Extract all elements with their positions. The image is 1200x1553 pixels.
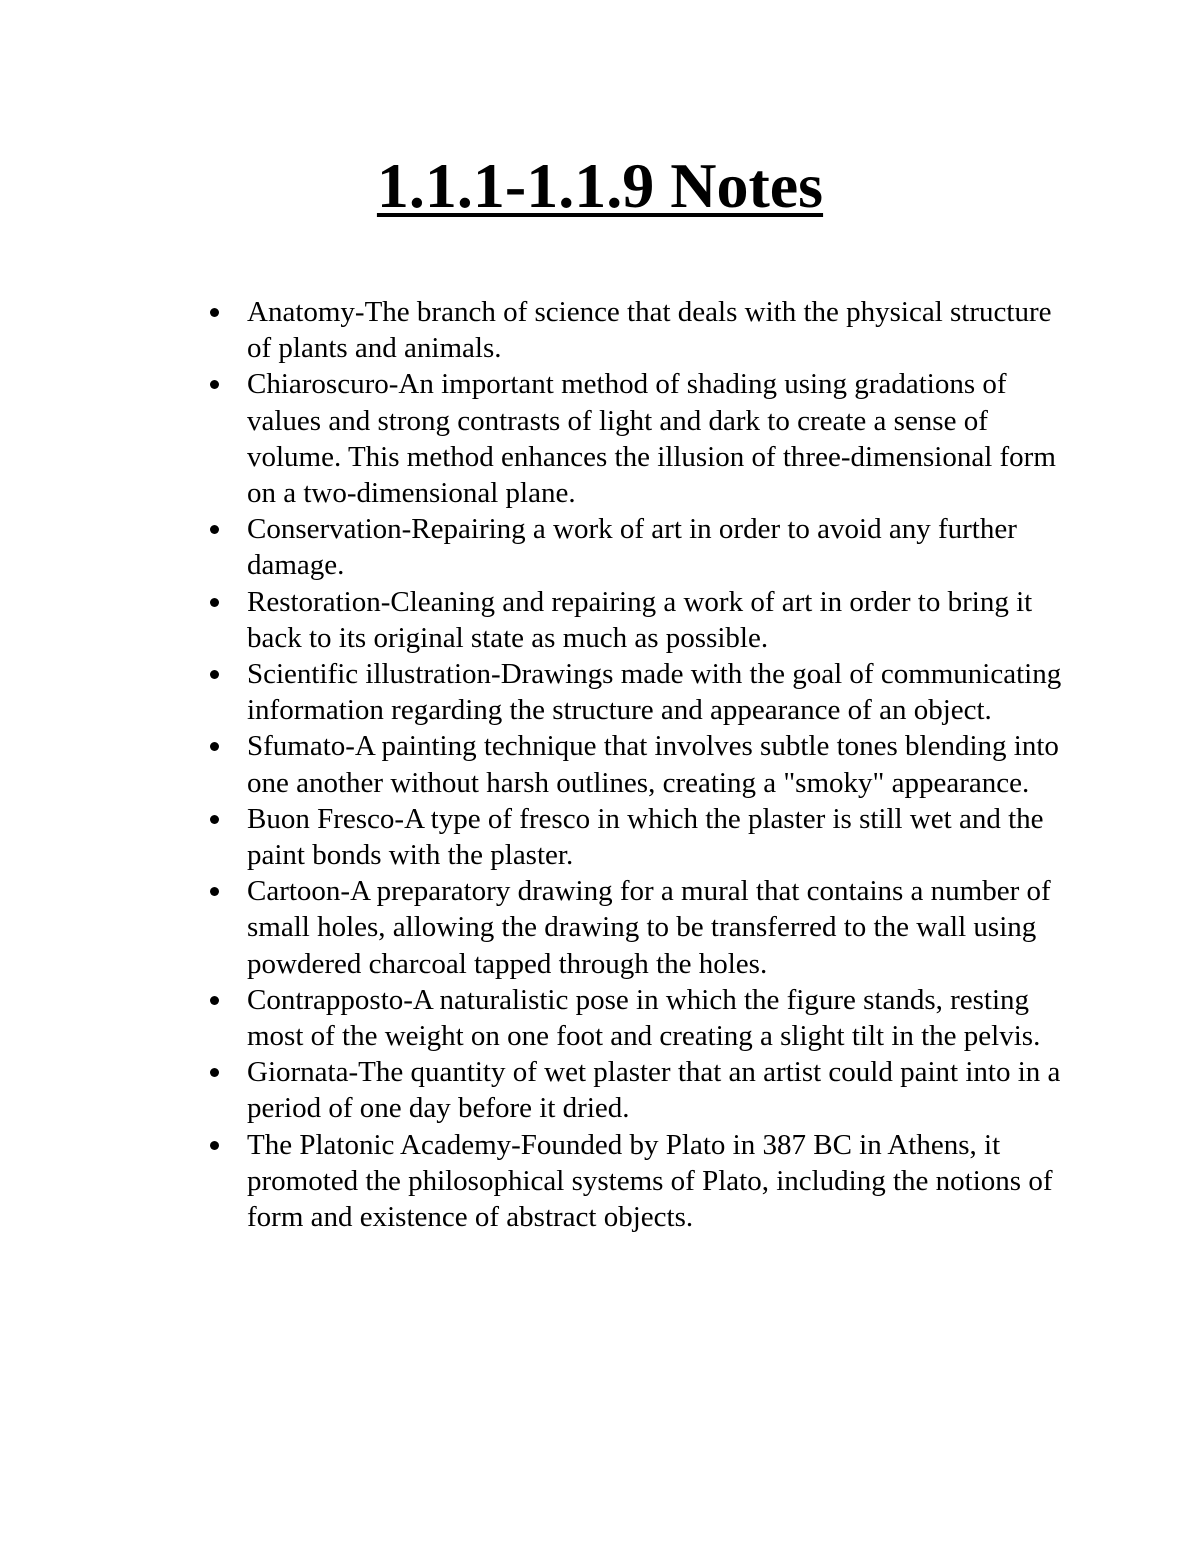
- list-item: [247, 801, 1062, 873]
- note-text: Sfumato-A painting technique that involves subtle tones blending into one another without harsh outlines, creating a "smoky" appearance.: [247, 730, 1059, 799]
- bullet-icon: [210, 742, 219, 751]
- bullet-icon: [210, 815, 219, 824]
- note-text: Contrapposto-A naturalistic pose in which the figure stands, resting most of the weight on one foot and creating a slight tilt in the pelvis.: [247, 983, 1041, 1053]
- list-item: [247, 873, 1062, 982]
- list-item: [247, 1127, 1062, 1236]
- bullet-icon: [210, 887, 219, 896]
- list-item: [247, 366, 1062, 511]
- page-title: 1.1.1-1.1.9 Notes: [376, 150, 824, 221]
- note-text: Conservation-Repairing a work of art in order to avoid any further damage.: [247, 513, 1017, 582]
- bullet-icon: [210, 598, 219, 607]
- list-item: [247, 656, 1062, 728]
- note-text: The Platonic Academy-Founded by Plato in 387 BC in Athens, it promoted the philosophical systems of Plato, including the notions of form and existence of abstract objects.: [247, 1128, 1053, 1234]
- note-text: Cartoon-A preparatory drawing for a mural that contains a number of small holes, allowing the drawing to be transferred to the wall using powdered charcoal tapped through the holes.: [247, 875, 1051, 980]
- list-item: [247, 1054, 1062, 1126]
- note-text: Buon Fresco-A type of fresco in which the plaster is still wet and the paint bonds with the plaster.: [247, 802, 1044, 872]
- note-text: Chiaroscuro-An important method of shading using gradations of values and strong contrasts of light and dark to create a sense of volume. This method enhances the illusion of three-dimensional form on a two-dimensional plane.: [247, 368, 1056, 510]
- bullet-icon: [210, 996, 219, 1005]
- bullet-icon: [210, 380, 219, 389]
- note-text: Giornata-The quantity of wet plaster that an artist could paint into in a period of one day before it dried.: [247, 1056, 1061, 1125]
- list-item: [247, 294, 1062, 366]
- bullet-icon: [210, 1141, 219, 1150]
- list-item: [247, 584, 1062, 656]
- note-text: Scientific illustration-Drawings made with the goal of communicating information regarding the structure and appearance of an object.: [247, 658, 1062, 727]
- list-item: [247, 728, 1062, 800]
- bullet-icon: [210, 1068, 219, 1077]
- bullet-icon: [210, 308, 219, 317]
- bullet-icon: [210, 525, 219, 534]
- note-text: Anatomy-The branch of science that deals with the physical structure of plants and animals.: [247, 296, 1052, 365]
- note-text: Restoration-Cleaning and repairing a work of art in order to bring it back to its original state as much as possible.: [247, 585, 1033, 654]
- bullet-icon: [210, 670, 219, 679]
- list-item: [247, 982, 1062, 1054]
- notes-list: [247, 294, 1062, 1235]
- list-item: [247, 511, 1062, 583]
